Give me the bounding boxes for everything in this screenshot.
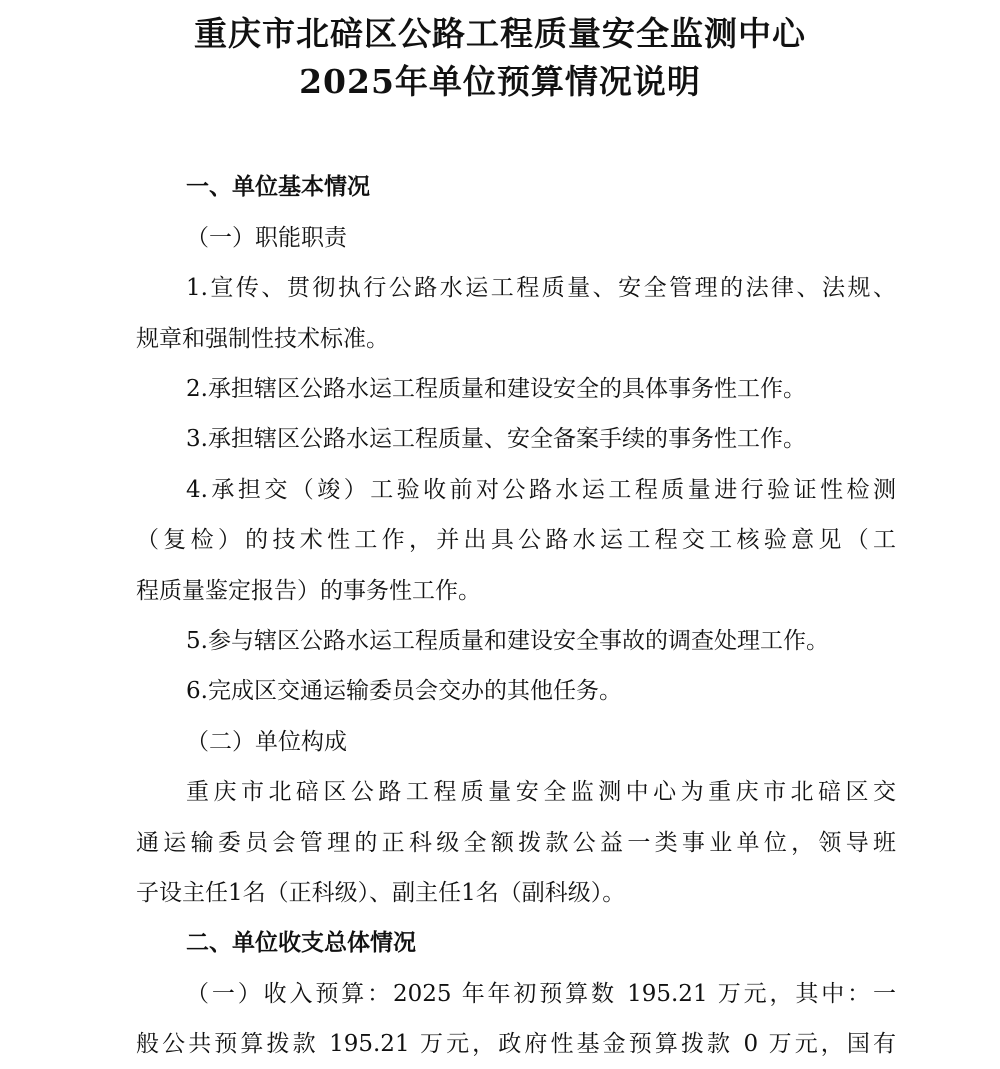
subsection2-heading: （二）单位构成 [186,729,347,755]
duty4-line1: 4.承担交（竣）工验收前对公路水运工程质量进行验证性检测 [186,477,896,503]
composition-line2: 通运输委员会管理的正科级全额拨款公益一类事业单位，领导班 [136,830,896,856]
document-title-line2: 2025年单位预算情况说明 [299,62,701,101]
duty4-line3: 程质量鉴定报告）的事务性工作。 [136,578,481,604]
income-line2: 般公共预算拨款 195.21 万元，政府性基金预算拨款 0 万元，国有 [136,1031,896,1057]
subsection1-heading: （一）职能职责 [186,225,347,251]
income-line1: （一）收入预算：2025 年年初预算数 195.21 万元，其中：一 [186,981,896,1007]
duty1-line2: 规章和强制性技术标准。 [136,326,389,352]
duty6: 6.完成区交通运输委员会交办的其他任务。 [186,678,622,704]
document-title-line1: 重庆市北碚区公路工程质量安全监测中心 [194,14,806,53]
duty3: 3.承担辖区公路水运工程质量、安全备案手续的事务性工作。 [186,426,806,452]
composition-line1: 重庆市北碚区公路工程质量安全监测中心为重庆市北碚区交 [186,779,896,805]
section1-heading: 一、单位基本情况 [186,173,370,200]
duty4-line2: （复检）的技术性工作，并出具公路水运工程交工核验意见（工 [136,527,896,553]
duty1-line1: 1.宣传、贯彻执行公路水运工程质量、安全管理的法律、法规、 [186,275,896,301]
duty5: 5.参与辖区公路水运工程质量和建设安全事故的调查处理工作。 [186,628,829,654]
duty2: 2.承担辖区公路水运工程质量和建设安全的具体事务性工作。 [186,376,806,402]
composition-line3: 子设主任1名（正科级）、副主任1名（副科级）。 [136,880,626,906]
section2-heading: 二、单位收支总体情况 [186,929,416,956]
